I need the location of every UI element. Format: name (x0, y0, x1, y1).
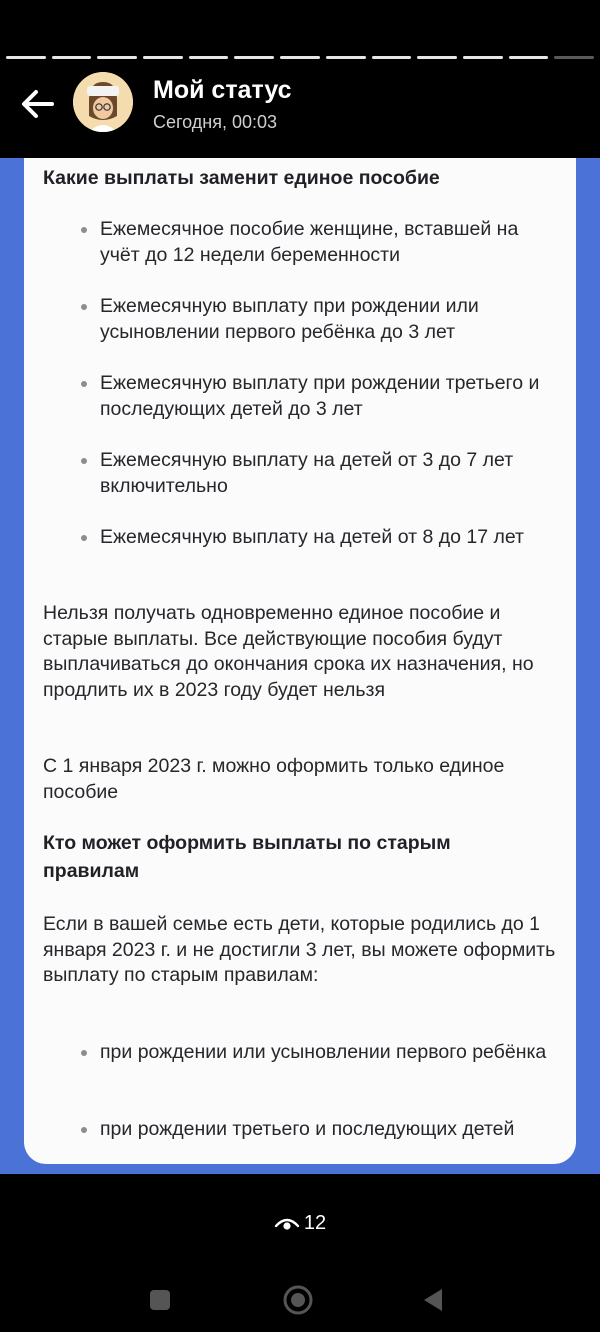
progress-segment (554, 56, 594, 59)
list-item: при рождении или усыновлении первого ребёнка (100, 1040, 560, 1066)
progress-segment (189, 56, 229, 59)
story-header (0, 70, 600, 134)
paragraph: Если в вашей семье есть дети, которые родились до 1 января 2023 г. и не достигли 3 лет, вы можете оформить выплату по старым правилам: (43, 913, 556, 986)
views-counter[interactable] (0, 1212, 600, 1235)
progress-segment (6, 56, 46, 59)
progress-segment (463, 56, 503, 59)
avatar[interactable] (73, 72, 133, 132)
list-item: Ежемесячную выплату на детей от 3 до 7 лет включительно (100, 448, 560, 499)
progress-segment (509, 56, 549, 59)
bullet-icon (81, 1127, 87, 1133)
paragraph: С 1 января 2023 г. можно оформить только единое пособие (43, 755, 505, 803)
avatar-image (73, 72, 133, 132)
progress-segment (97, 56, 137, 59)
progress-segment (372, 56, 412, 59)
views-count: 12 (303, 1212, 327, 1234)
back-arrow-icon[interactable] (18, 86, 58, 122)
eye-icon (274, 1216, 300, 1232)
bullet-icon (81, 458, 87, 464)
system-navigation-bar (0, 1270, 600, 1326)
section-heading: Кто может оформить выплаты по старым правилам (43, 832, 451, 882)
progress-segment (326, 56, 366, 59)
home-icon[interactable] (278, 1280, 318, 1320)
recent-apps-icon[interactable] (140, 1280, 180, 1320)
story-content[interactable] (0, 158, 600, 1174)
bullet-icon (81, 227, 87, 233)
list-item: Ежемесячную выплату на детей от 8 до 17 лет (100, 525, 560, 551)
progress-segment (417, 56, 457, 59)
section-heading: Какие выплаты заменит единое пособие (43, 167, 440, 189)
story-progress-bar (6, 56, 594, 60)
paragraph: Нельзя получать одновременно единое пособие и старые выплаты. Все действующие пособия будут выплачиваться до окончания срока их назначения, но продлить их в 2023 году будет нельзя (43, 602, 534, 701)
bullet-icon (81, 1050, 87, 1056)
progress-segment (280, 56, 320, 59)
list-item: Ежемесячную выплату при рождении или усыновлении первого ребёнка до 3 лет (100, 294, 560, 345)
list-item: при рождении третьего и последующих детей (100, 1117, 560, 1143)
progress-segment (143, 56, 183, 59)
story-time: Сегодня, 00:03 (153, 112, 278, 132)
list-item: Ежемесячное пособие женщине, вставшей на учёт до 12 недели беременности (100, 217, 560, 268)
bullet-icon (81, 304, 87, 310)
bullet-icon (81, 535, 87, 541)
story-title: Мой статус (153, 76, 292, 104)
progress-segment (234, 56, 274, 59)
progress-segment (52, 56, 92, 59)
bullet-icon (81, 381, 87, 387)
info-card (24, 158, 576, 1164)
back-triangle-icon[interactable] (414, 1280, 454, 1320)
list-item: Ежемесячную выплату при рождении третьего и последующих детей до 3 лет (100, 371, 560, 422)
